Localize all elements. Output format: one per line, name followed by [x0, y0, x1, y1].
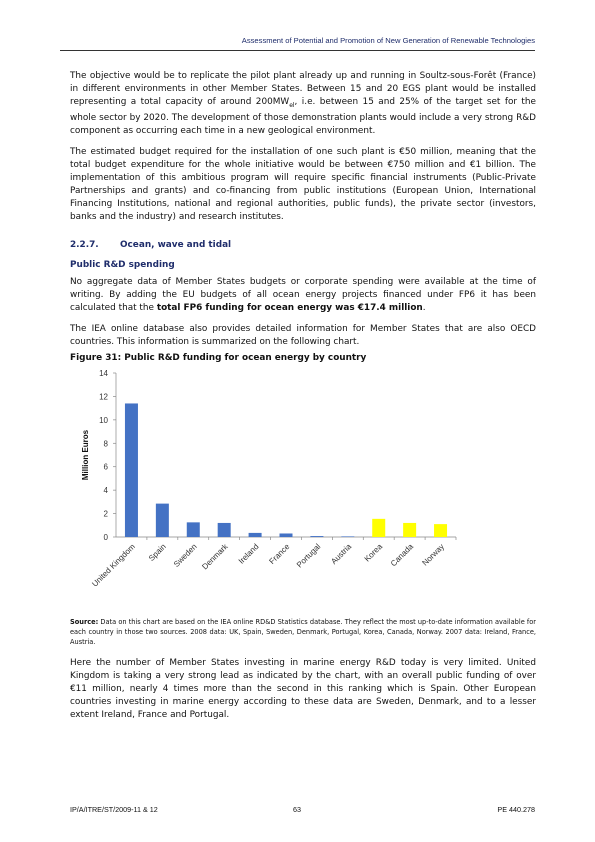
- header-rule: [60, 50, 535, 51]
- bar-norway: [434, 524, 447, 537]
- bar-united-kingdom: [125, 403, 138, 537]
- y-tick-label: 10: [99, 415, 108, 425]
- y-tick-label: 0: [103, 532, 108, 542]
- x-tick-label: United Kingdom: [90, 541, 137, 589]
- y-tick-label: 6: [103, 462, 108, 472]
- x-tick-label: France: [267, 541, 292, 566]
- bar-denmark: [218, 523, 231, 537]
- page-content: [70, 70, 536, 730]
- section-title: Ocean, wave and tidal: [120, 239, 232, 250]
- paragraph-aggregate-data: [70, 276, 536, 315]
- y-tick-label: 8: [103, 439, 108, 449]
- x-tick-label: Canada: [388, 541, 416, 569]
- paragraph-iea: The IEA online database also provides detailed information for Member States that are also OECD countries. This information is summarized on the following chart.: [70, 323, 536, 347]
- figure-caption: Figure 31: Public R&D funding for ocean energy by country: [70, 352, 367, 363]
- x-tick-label: Spain: [146, 541, 168, 563]
- paragraph-closing: Here the number of Member States investing in marine energy R&D today is very limited. United Kingdom is taking a very strong lead as indicated by the chart, with an overall public funding of over €11 million, nearly 4 times more than the second in this ranking which is Spain. Other European countries investing in marine energy according to these data are Sweden, Denmark, and to a lesser extent Ireland, France and Portugal.: [70, 657, 536, 720]
- x-tick-label: Ireland: [236, 541, 261, 566]
- bar-sweden: [187, 522, 200, 537]
- bar-canada: [403, 523, 416, 537]
- chart-svg: [70, 363, 536, 611]
- y-tick-label: 4: [103, 485, 108, 495]
- page-number: 63: [293, 805, 301, 814]
- source-text: Data on this chart are based on the IEA online RD&D Statistics database. They reflect the most up-to-date information available for each country in those two sources. 2008 data: UK, Spain, Sweden, Denmark, Portugal, Korea, Canada, Norway. 2007 data: Ireland, France, Austria.: [70, 617, 536, 646]
- source-label: Source:: [70, 617, 99, 626]
- bar-korea: [372, 519, 385, 537]
- figure-source: [70, 617, 536, 647]
- bar-portugal: [310, 536, 323, 537]
- subsection-heading: Public R&D spending: [70, 259, 175, 270]
- footer-reference: IP/A/ITRE/ST/2009-11 & 12: [70, 805, 158, 814]
- subscript-el: el: [289, 101, 295, 109]
- bold-fp6-total: total FP6 funding for ocean energy was €17.4 million: [156, 302, 423, 313]
- section-heading: [70, 240, 536, 250]
- y-tick-label: 2: [103, 509, 108, 519]
- x-tick-label: Denmark: [200, 541, 230, 572]
- bar-ireland: [249, 533, 262, 537]
- y-tick-label: 14: [99, 368, 108, 378]
- section-number: 2.2.7.: [70, 239, 99, 250]
- bar-spain: [156, 503, 169, 536]
- paragraph-text: The objective would be to replicate the pilot plant already up and running in Soultz-sous-Forêt (France) in different environments in other Member States. Between 15 and 20 EGS plant would be installed representing a total capacity of around 200MW: [70, 71, 536, 107]
- bar-france: [280, 533, 293, 537]
- bar-chart: [70, 363, 536, 611]
- paragraph-text: No aggregate data of Member States budgets or corporate spending were available at the time of writing. By adding the EU budgets of all ocean energy projects financed under FP6 it has been calculated that the: [70, 276, 536, 313]
- paragraph-end: .: [422, 302, 426, 313]
- y-axis-label: Million Euros: [81, 429, 90, 480]
- x-tick-label: Portugal: [294, 541, 323, 570]
- x-tick-label: Austria: [329, 541, 354, 566]
- x-tick-label: Norway: [420, 541, 446, 568]
- footer-pe-number: PE 440.278: [497, 805, 535, 814]
- x-tick-label: Korea: [362, 541, 385, 564]
- running-header: Assessment of Potential and Promotion of New Generation of Renewable Technologies: [241, 36, 535, 45]
- x-tick-label: Sweden: [171, 541, 199, 569]
- paragraph-egs-objective: [70, 70, 536, 138]
- paragraph-budget: The estimated budget required for the installation of one such plant is €50 million, meaning that the total budget expenditure for the whole initiative would be between €750 million and €1 billion. The implementation of this ambitious program will require specific financial instruments (Public-Private Partnerships and grants) and co-financing from public institutions (European Union, International Financing Institutions, national and regional authorities, public funds), the private sector (investors, banks and the industry) and research institutes.: [70, 146, 536, 222]
- bar-austria: [341, 536, 354, 537]
- y-tick-label: 12: [99, 392, 108, 402]
- paragraph-text-tail: , i.e. between 15 and 25% of the target set for the whole sector by 2020. The development of those demonstration plants would include a very strong R&D component as occurring each time in a new geological environment.: [70, 97, 536, 136]
